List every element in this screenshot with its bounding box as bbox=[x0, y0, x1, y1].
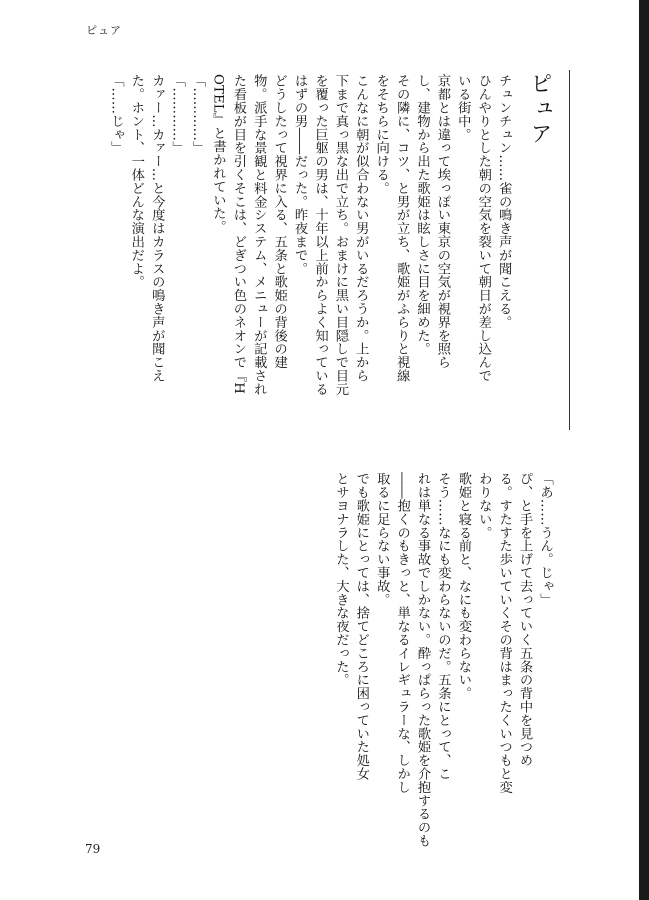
lower-text-block bbox=[330, 472, 554, 852]
text-line: 京都とは違って埃っぽい東京の空気が視界を照ら bbox=[434, 74, 450, 369]
text-line: し、建物から出た歌姫は眩しさに目を細めた。 bbox=[414, 74, 430, 356]
page-number: 79 bbox=[85, 842, 101, 856]
text-line: ぴ、と手を上げて去っていく五条の背中を見つめ bbox=[517, 472, 533, 767]
text-line: その隣に、コツ、と男が立ち、歌姫がふらりと視線 bbox=[394, 74, 410, 383]
text-line: OTEL』と書かれていた。 bbox=[210, 74, 226, 234]
title-rule bbox=[569, 70, 570, 430]
text-line: とサヨナラした、大きな夜だった。 bbox=[333, 472, 349, 687]
text-line: こんなに朝が似合わない男がいるだろうか。上から bbox=[353, 74, 369, 383]
text-line: る。すたすた歩いていくその背はまったくいつもと変 bbox=[496, 472, 512, 794]
text-line: ――抱くのもきっと、単なるイレギュラーな、しかし bbox=[394, 472, 410, 794]
text-line: 「…………」 bbox=[169, 74, 185, 155]
text-line: 下まで真っ黒な出で立ち。おまけに黒い目隠しで目元 bbox=[332, 74, 348, 396]
upper-text-block bbox=[105, 74, 513, 454]
text-line: はずの男――だった。昨夜まで。 bbox=[292, 74, 308, 275]
text-line: 物。派手な景観と料金システム、メニューが記載され bbox=[251, 74, 267, 396]
text-line: れは単なる事故でしかない。酔っぱらった歌姫を介抱するのも bbox=[415, 472, 431, 848]
text-line: を覆った巨躯の男は、十年以上前からよく知っている bbox=[312, 74, 328, 396]
text-line: でも歌姫にとっては、捨てどころに困っていた処女 bbox=[353, 472, 369, 781]
text-line: どうしたって視界に入る、五条と歌姫の背後の建 bbox=[271, 74, 287, 369]
text-line: 歌姫と寝る前と、なにも変わらない。 bbox=[455, 472, 471, 700]
text-line: 「……じゃ」 bbox=[108, 74, 124, 155]
text-line: 取るに足らない事故。 bbox=[374, 472, 390, 606]
text-line: た看板が目を引くそこは、どぎつい色のネオンで『H bbox=[230, 74, 246, 394]
text-line: いる街中。 bbox=[455, 74, 471, 141]
chapter-title: ピュア bbox=[527, 72, 552, 147]
viewer-edge bbox=[639, 0, 649, 900]
text-line: 「あ……うん。じゃ」 bbox=[537, 472, 553, 606]
text-line: ひんやりとした朝の空気を裂いて朝日が差し込んで bbox=[475, 74, 491, 383]
text-line: カァー…カァー…と今度はカラスの鳴き声が聞こえ bbox=[149, 74, 165, 383]
text-line: わりない。 bbox=[476, 472, 492, 539]
text-line: そう……なにも変わらないのだ。五条にとって、こ bbox=[435, 472, 451, 781]
text-line: た。ホント、一体どんな演出だよ。 bbox=[128, 74, 144, 289]
running-head: ピュア bbox=[86, 24, 122, 37]
text-line: をそちらに向ける。 bbox=[373, 74, 389, 195]
text-line: 「…………」 bbox=[190, 74, 206, 155]
text-line: チュンチュン……雀の鳴き声が聞こえる。 bbox=[496, 74, 512, 329]
